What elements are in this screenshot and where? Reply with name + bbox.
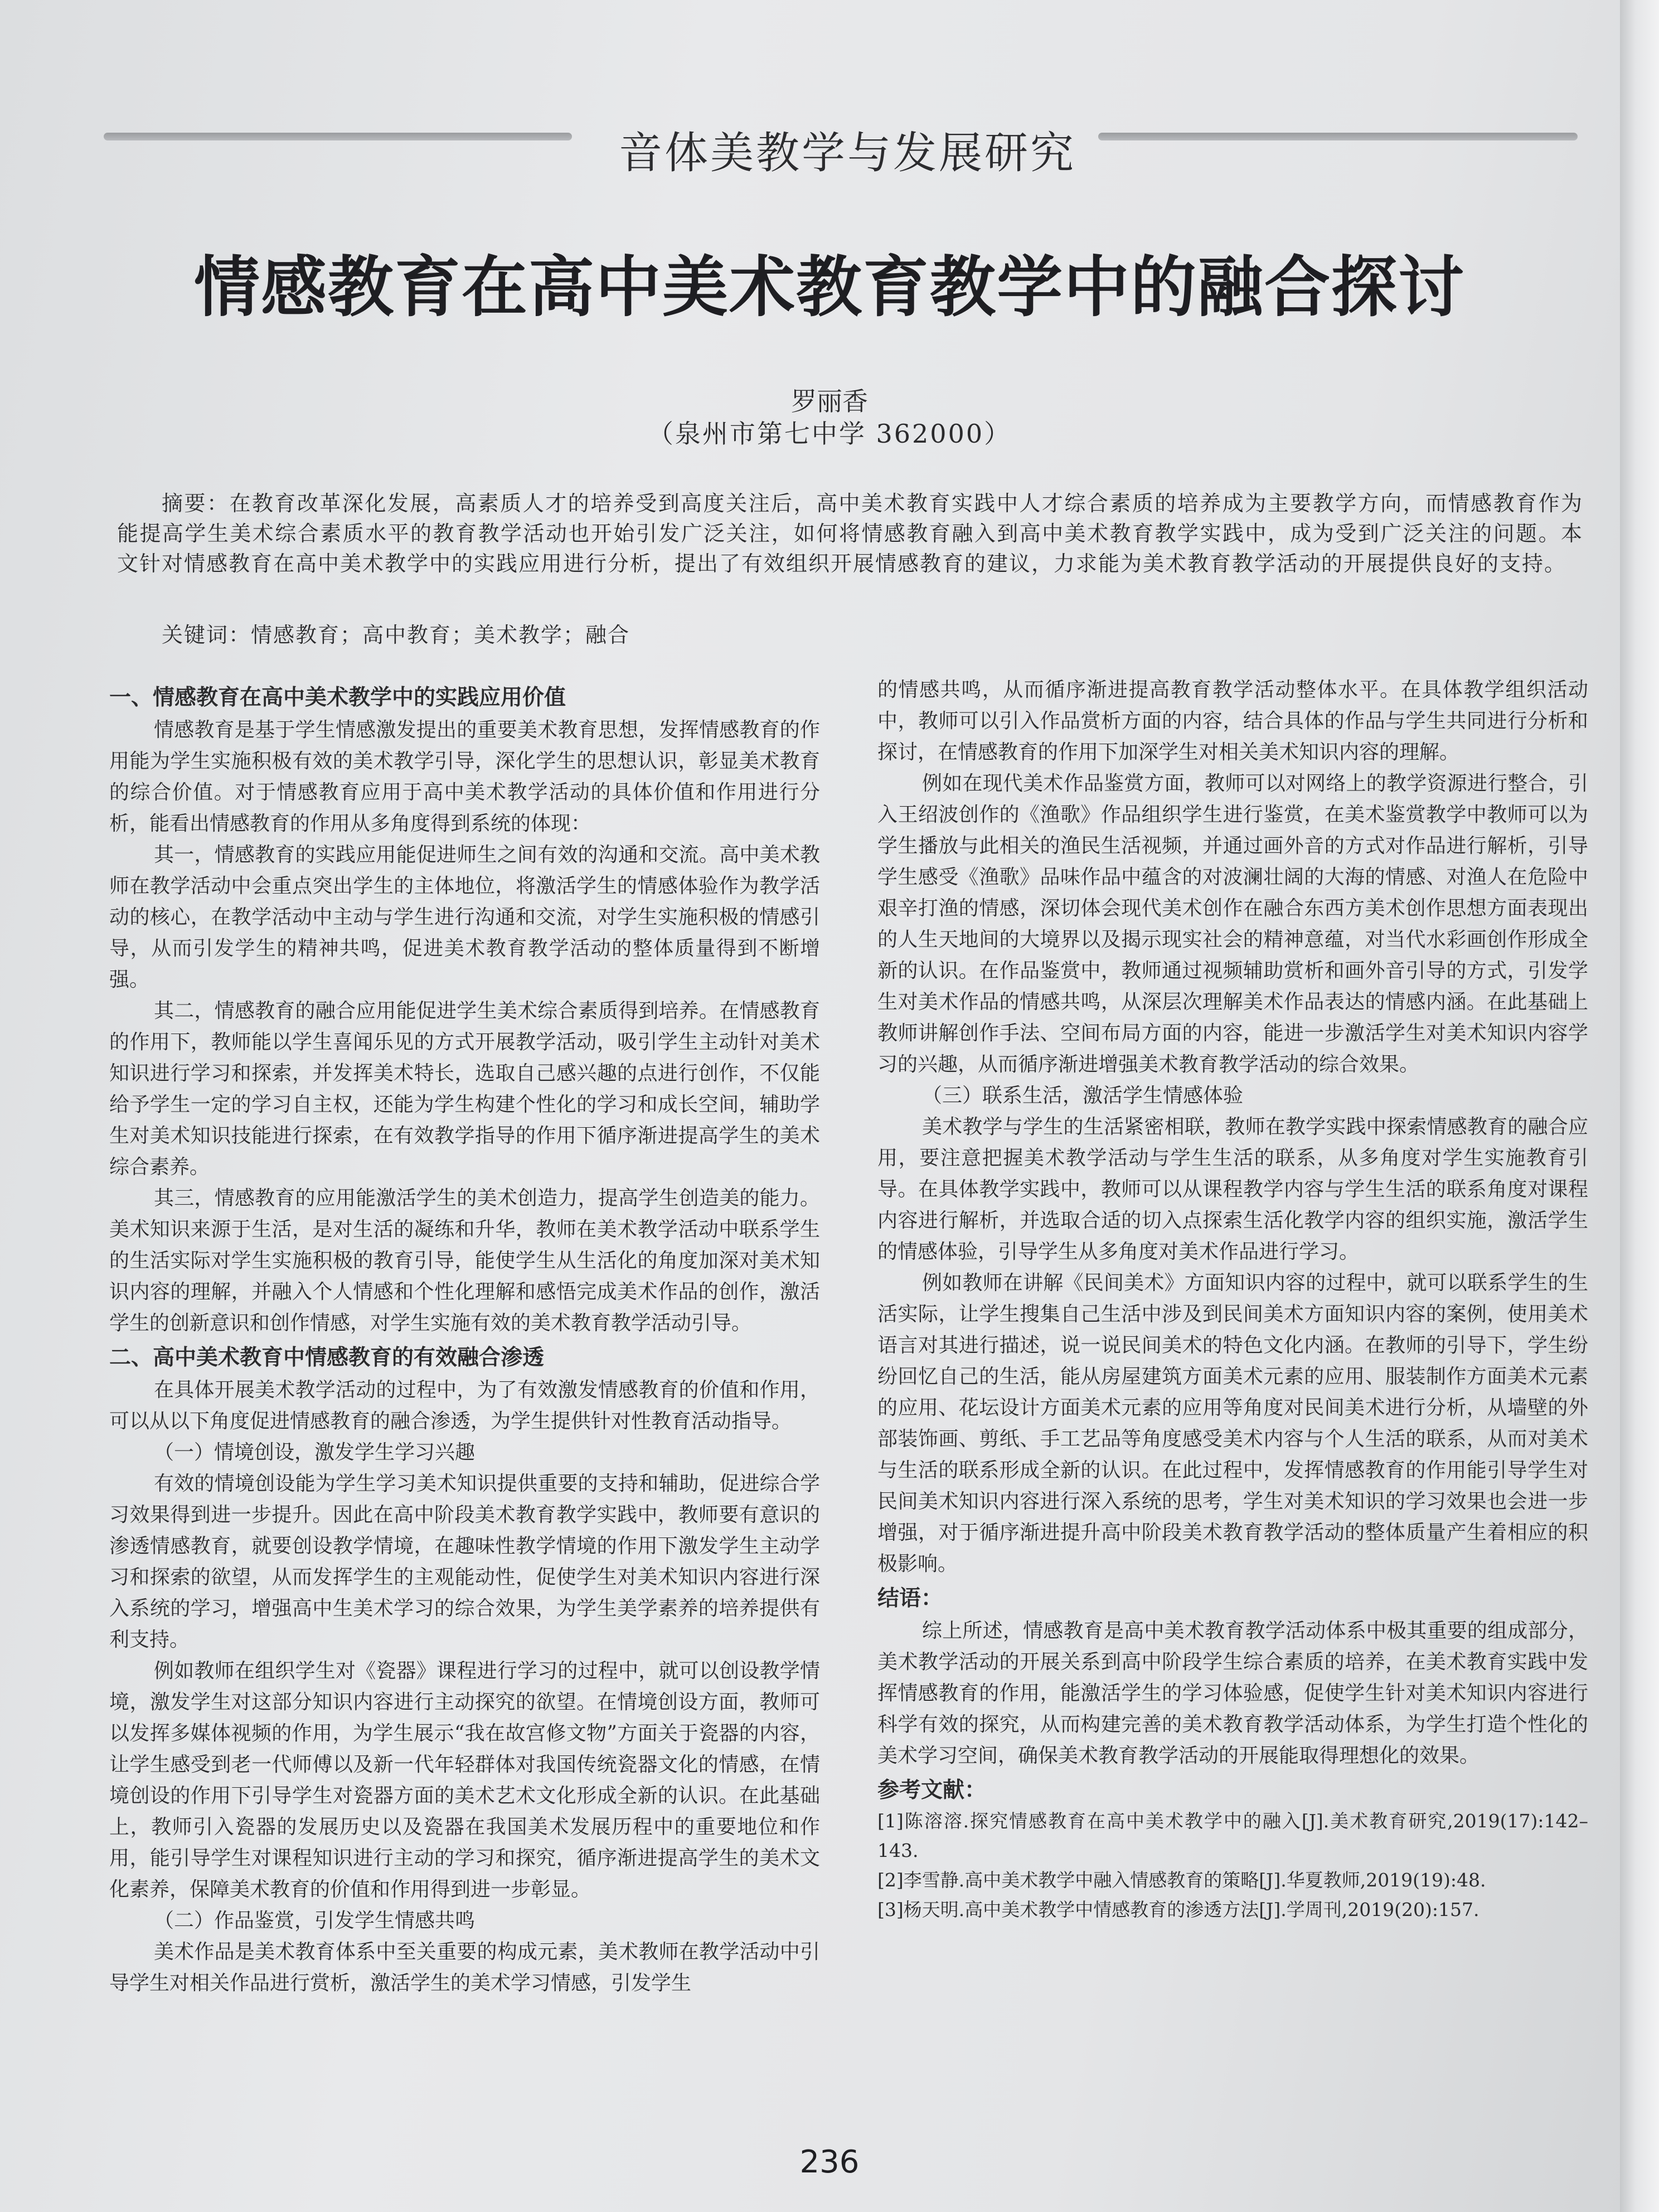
paragraph: 综上所述，情感教育是高中美术教育教学活动体系中极其重要的组成部分，美术教学活动的开展关系到高中阶段学生综合素质的培养，在美术教育实践中发挥情感教育的作用，能激活学生的学习体验感，促使学生针对美术知识内容进行科学有效的探究，从而构建完善的美术教育教学活动体系，为学生打造个性化的美术学习空间，确保美术教育教学活动的开展能取得理想化的效果。 [877, 1619, 1588, 1767]
section-heading: 二、高中美术教育中情感教育的有效融合渗透 [109, 1345, 545, 1370]
reference-item: [1]陈溶溶.探究情感教育在高中美术教学中的融入[J].美术教育研究,2019(17):142–143. [877, 1810, 1588, 1861]
page-number: 236 [799, 2144, 860, 2180]
paragraph: 美术教学与学生的生活紧密相联，教师在教学实践中探索情感教育的融合应用，要注意把握美术教学活动与学生生活的联系，从多角度对学生实施教育引导。在具体教学实践中，教师可以从课程教学内容与学生生活的联系角度对课程内容进行解析，并选取合适的切入点探索生活化教学内容的组织实施，激活学生的情感体验，引导学生从多角度对美术作品进行学习。 [877, 1115, 1588, 1263]
paragraph: 其一，情感教育的实践应用能促进师生之间有效的沟通和交流。高中美术教师在教学活动中会重点突出学生的主体地位，将激活学生的情感体验作为教学活动的核心，在教学活动中主动与学生进行沟通和交流，对学生实施积极的情感引导，从而引发学生的精神共鸣，促进美术教育教学活动的整体质量得到不断增强。 [109, 843, 820, 991]
paragraph: 其三，情感教育的应用能激活学生的美术创造力，提高学生创造美的能力。美术知识来源于生活，是对生活的凝练和升华，教师在美术教学活动中联系学生的生活实际对学生实施积极的教育引导，能使学生从生活化的角度加深对美术知识内容的理解，并融入个人情感和个性化理解和感悟完成美术作品的创作，激活学生的创新意识和创作情感，对学生实施有效的美术教育教学活动引导。 [109, 1187, 820, 1335]
paragraph: 有效的情境创设能为学生学习美术知识提供重要的支持和辅助，促进综合学习效果得到进一步提升。因此在高中阶段美术教育教学实践中，教师要有意识的渗透情感教育，就要创设教学情境，在趣味性教学情境的作用下激发学生主动学习和探索的欲望，从而发挥学生的主观能动性，促使学生对美术知识内容进行深入系统的学习，增强高中生美术学习的综合效果，为学生美学素养的培养提供有利支持。 [109, 1472, 820, 1651]
paragraph: 例如教师在讲解《民间美术》方面知识内容的过程中，就可以联系学生的生活实际，让学生搜集自己生活中涉及到民间美术方面知识内容的案例，使用美术语言对其进行描述，说一说民间美术的特色文化内涵。在教师的引导下，学生纷纷回忆自己的生活，能从房屋建筑方面美术元素的应用、服装制作方面美术元素的应用、花坛设计方面美术元素的应用等角度对民间美术进行分析，从墙壁的外部装饰画、剪纸、手工艺品等角度感受美术内容与个人生活的联系，从而对美术与生活的联系形成全新的认识。在此过程中，发挥情感教育的作用能引导学生对民间美术知识内容进行深入系统的思考，学生对美术知识的学习效果也会进一步增强，对于循序渐进提升高中阶段美术教育教学活动的整体质量产生着相应的积极影响。 [877, 1272, 1588, 1575]
subsection-heading: （三）联系生活，激活学生情感体验 [922, 1084, 1244, 1107]
reference-item: [3]杨天明.高中美术教学中情感教育的渗透方法[J].学周刊,2019(20):157. [877, 1899, 1479, 1920]
section-heading: 一、情感教育在高中美术教学中的实践应用价值 [109, 685, 566, 710]
section-heading: 结语： [877, 1586, 943, 1611]
abstract [117, 488, 1583, 579]
article-title: 情感教育在高中美术教育教学中的融合探讨 [193, 248, 1465, 326]
references-heading: 参考文献： [877, 1778, 987, 1803]
abstract-text: 摘要：在教育改革深化发展，高素质人才的培养受到高度关注后，高中美术教育实践中人才综合素质的培养成为主要教学方向，而情感教育作为能提高学生美术综合素质水平的教育教学活动也开始引发广泛关注，如何将情感教育融入到高中美术教育教学实践中，成为受到广泛关注的问题。本文针对情感教育在高中美术教学中的实践应用进行分析，提出了有效组织开展情感教育的建议，力求能为美术教育教学活动的开展提供良好的支持。 [117, 491, 1583, 576]
paragraph: 情感教育是基于学生情感激发提出的重要美术教育思想，发挥情感教育的作用能为学生实施积极有效的美术教学引导，深化学生的思想认识，彰显美术教育的综合价值。对于情感教育应用于高中美术教学活动的具体价值和作用进行分析，能看出情感教育的作用从多角度得到系统的体现： [109, 719, 820, 835]
author-name: 罗丽香 [791, 386, 868, 416]
right-column [877, 675, 1588, 1924]
subsection-heading: （一）情境创设，激发学生学习兴趣 [154, 1441, 476, 1464]
paragraph: 其二，情感教育的融合应用能促进学生美术综合素质得到培养。在情感教育的作用下，教师能以学生喜闻乐见的方式开展教学活动，吸引学生主动针对美术知识进行学习和探索，并发挥美术特长，选取自己感兴趣的点进行创作，不仅能给予学生一定的学习自主权，还能为学生构建个性化的学习和成长空间，辅助学生对美术知识技能进行探索，在有效教学指导的作用下循序渐进提高学生的美术综合素养。 [109, 1000, 820, 1178]
page-edge-shadow [1620, 0, 1659, 2212]
paragraph: 例如教师在组织学生对《瓷器》课程进行学习的过程中，就可以创设教学情境，激发学生对这部分知识内容进行主动探究的欲望。在情境创设方面，教师可以发挥多媒体视频的作用，为学生展示“我在故宫修文物”方面关于瓷器的内容，让学生感受到老一代师傅以及新一代年轻群体对我国传统瓷器文化的情感，在情境创设的作用下引导学生对瓷器方面的美术艺术文化形成全新的认识。在此基础上，教师引入瓷器的发展历史以及瓷器在我国美术发展历程中的重要地位和作用，能引导学生对课程知识进行主动的学习和探究，循序渐进提高学生的美术文化素养，保障美术教育的价值和作用得到进一步彰显。 [109, 1660, 820, 1901]
left-column [109, 679, 820, 1999]
section-title: 音体美教学与发展研究 [618, 128, 1076, 178]
keywords: 关键词：情感教育；高中教育；美术教学；融合 [162, 623, 630, 647]
paragraph: 在具体开展美术教学活动的过程中，为了有效激发情感教育的价值和作用，可以从以下角度促进情感教育的融合渗透，为学生提供针对性教育活动指导。 [109, 1379, 820, 1433]
paragraph-continued: 的情感共鸣，从而循序渐进提高教育教学活动整体水平。在具体教学组织活动中，教师可以引入作品赏析方面的内容，结合具体的作品与学生共同进行分析和探讨，在情感教育的作用下加深学生对相关美术知识内容的理解。 [877, 678, 1588, 764]
reference-item: [2]李雪静.高中美术教学中融入情感教育的策略[J].华夏教师,2019(19):48. [877, 1869, 1486, 1891]
header-rule-right [1098, 133, 1578, 140]
paragraph: 例如在现代美术作品鉴赏方面，教师可以对网络上的教学资源进行整合，引入王绍波创作的《渔歌》作品组织学生进行鉴赏，在美术鉴赏教学中教师可以为学生播放与此相关的渔民生活视频，并通过画外音的方式对作品进行解析，引导学生感受《渔歌》品味作品中蕴含的对波澜壮阔的大海的情感、对渔人在危险中艰辛打渔的情感，深切体会现代美术创作在融合东西方美术创作思想方面表现出的人生天地间的大境界以及揭示现实社会的精神意蕴，对当代水彩画创作形成全新的认识。在作品鉴赏中，教师通过视频辅助赏析和画外音引导的方式，引发学生对美术作品的情感共鸣，从深层次理解美术作品表达的情感内涵。在此基础上教师讲解创作手法、空间布局方面的内容，能进一步激活学生对美术知识内容学习的兴趣，从而循序渐进增强美术教育教学活动的综合效果。 [877, 772, 1588, 1076]
subsection-heading: （二）作品鉴赏，引发学生情感共鸣 [154, 1909, 476, 1932]
author-affiliation: （泉州市第七中学 362000） [647, 419, 1012, 449]
paragraph: 美术作品是美术教育体系中至关重要的构成元素，美术教师在教学活动中引导学生对相关作品进行赏析，激活学生的美术学习情感，引发学生 [109, 1941, 820, 1995]
header-rule-left [104, 133, 572, 140]
